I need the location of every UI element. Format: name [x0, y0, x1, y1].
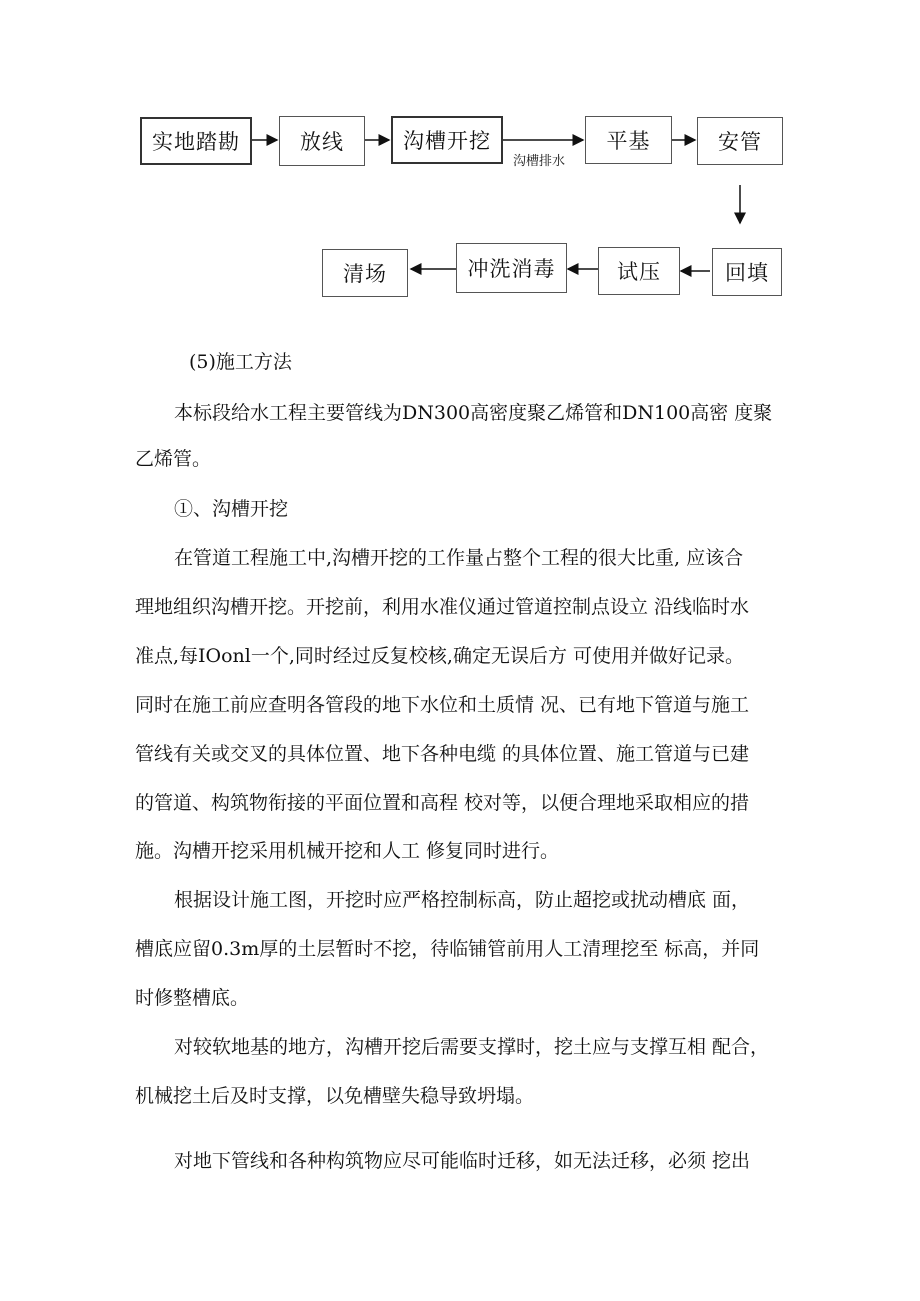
p1-line-1: 本标段给水工程主要管线为DN300高密度聚乙烯管和DN100高密 度聚 [174, 402, 773, 424]
p3-line-2: 理地组织沟槽开挖。开挖前，利用水准仪通过管道控制点设立 沿线临时水 [135, 596, 750, 618]
flow-edge-label: 沟槽排水 [513, 154, 566, 169]
p3-line-3: 准点,每IOonl一个,同时经过反复校核,确定无误后方 可使用并做好记录。 [135, 645, 744, 667]
p5-line-2: 机械挖土后及时支撑，以免槽壁失稳导致坍塌。 [135, 1085, 535, 1107]
flow-node-trench: 沟槽开挖 [391, 116, 503, 164]
section-heading: (5)施工方法 [189, 351, 292, 373]
flow-node-flush: 冲洗消毒 [456, 243, 567, 293]
p3-line-1: 在管道工程施工中,沟槽开挖的工作量占整个工程的很大比重, 应该合 [174, 547, 744, 569]
flow-node-test: 试压 [598, 247, 680, 295]
p6-line-1: 对地下管线和各种构筑物应尽可能临时迁移，如无法迁移，必须 挖出 [174, 1150, 751, 1172]
subheading-trench: ①、沟槽开挖 [174, 498, 289, 520]
flow-node-backfill: 回填 [712, 248, 782, 296]
p3-line-4: 同时在施工前应查明各管段的地下水位和土质情 况、已有地下管道与施工 [135, 694, 750, 716]
flow-node-pipe: 安管 [697, 117, 783, 165]
p1-line-2: 乙烯管。 [135, 448, 212, 470]
process-flowchart [0, 0, 920, 320]
p5-line-1: 对较软地基的地方，沟槽开挖后需要支撑时，挖土应与支撑互相 配合， [174, 1036, 770, 1058]
p3-line-6: 的管道、构筑物衔接的平面位置和高程 校对等，以便合理地采取相应的措 [135, 792, 750, 814]
flow-node-survey: 实地踏勘 [140, 117, 252, 165]
p4-line-2: 槽底应留0.3m厚的土层暂时不挖，待临铺管前用人工清理挖至 标高，并同 [135, 938, 760, 960]
p4-line-1: 根据设计施工图，开挖时应严格控制标高，防止超挖或扰动槽底 面， [174, 889, 751, 911]
p4-line-3: 时修整槽底。 [135, 987, 250, 1009]
flow-node-clear: 清场 [322, 249, 408, 297]
p3-line-5: 管线有关或交叉的具体位置、地下各种电缆 的具体位置、施工管道与已建 [135, 743, 750, 765]
flow-node-base: 平基 [585, 116, 672, 164]
flow-node-layout: 放线 [279, 116, 365, 166]
p3-line-7: 施。沟槽开挖采用机械开挖和人工 修复同时进行。 [135, 840, 560, 862]
